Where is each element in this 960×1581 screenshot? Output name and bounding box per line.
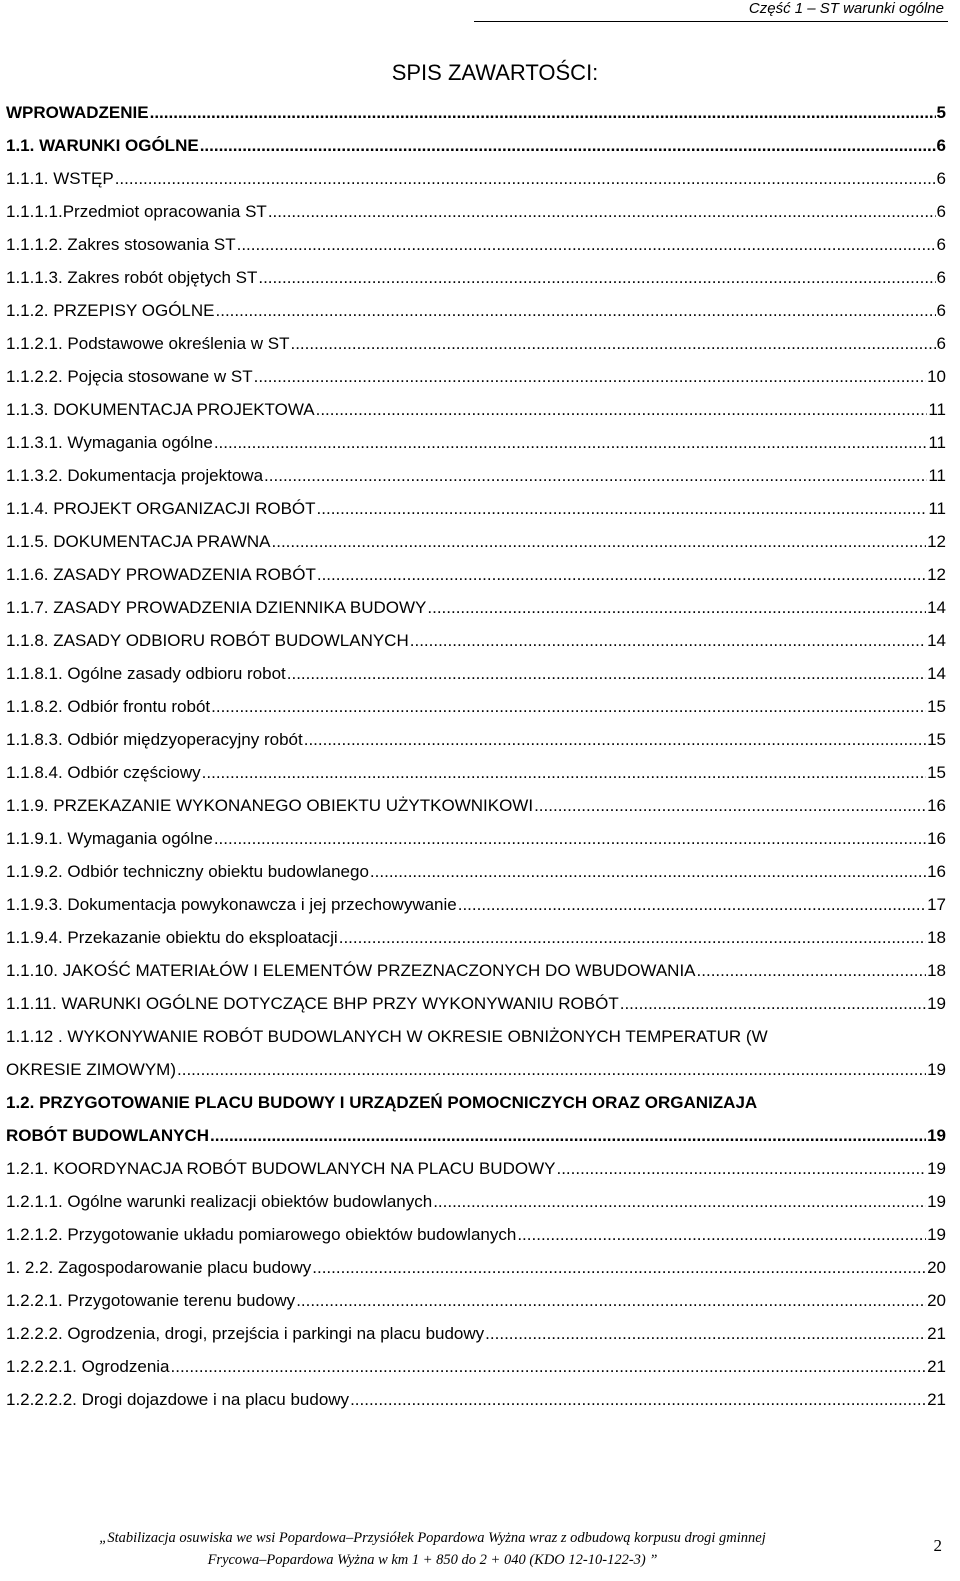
toc-entry[interactable] xyxy=(6,162,946,195)
toc-entry-text: 1.1.2.1. Podstawowe określenia w ST xyxy=(6,334,290,353)
toc-entry-text: 1.2.2.2.1. Ogrodzenia xyxy=(6,1357,170,1376)
toc-entry-page: 15 xyxy=(927,697,946,716)
toc-entry-text: 1.1. WARUNKI OGÓLNE xyxy=(6,136,199,155)
toc-entry-page: 11 xyxy=(928,499,946,518)
toc-leader-dots xyxy=(517,1218,926,1251)
toc-entry-page: 21 xyxy=(927,1357,946,1376)
toc-entry[interactable] xyxy=(6,987,946,1020)
toc-leader-dots xyxy=(258,261,935,294)
toc-entry[interactable] xyxy=(6,261,946,294)
toc-entry-page: 15 xyxy=(927,763,946,782)
toc-entry-text: WPROWADZENIE xyxy=(6,103,149,122)
toc-leader-dots xyxy=(350,1383,926,1416)
footer-line1-text: „Stabilizacja osuwiska we wsi Popardowa–Przysiółek Popardowa Wyżna wraz z odbudową korpusu drogi gminnej xyxy=(99,1530,766,1546)
toc-entry-page: 6 xyxy=(936,169,946,188)
toc-entry[interactable] xyxy=(6,558,946,591)
toc-entry-text: 1.1.11. WARUNKI OGÓLNE DOTYCZĄCE BHP PRZY WYKONYWANIU ROBÓT xyxy=(6,994,619,1013)
toc-entry-bold-wrapped-line1[interactable]: 1.2. PRZYGOTOWANIE PLACU BUDOWY I URZĄDZEŃ POMOCNICZYCH ORAZ ORGANIZAJA xyxy=(6,1093,758,1112)
toc-entry-page: 19 xyxy=(927,1192,946,1211)
toc-title xyxy=(0,60,960,86)
page-header xyxy=(0,0,960,22)
toc-leader-dots xyxy=(410,624,926,657)
toc-entry[interactable] xyxy=(6,426,946,459)
toc-entry[interactable] xyxy=(6,492,946,525)
toc-entry[interactable] xyxy=(6,756,946,789)
footer-line2 xyxy=(0,1550,960,1570)
toc-entry-page: 16 xyxy=(927,796,946,815)
header-rule xyxy=(474,21,948,22)
toc-leader-dots xyxy=(150,96,936,129)
toc-title-text: SPIS ZAWARTOŚCI: xyxy=(391,60,599,85)
toc-leader-dots xyxy=(268,195,936,228)
toc-entry-text: 1.1.8. ZASADY ODBIORU ROBÓT BUDOWLANYCH xyxy=(6,631,409,650)
toc-entries-part2 xyxy=(6,1152,946,1416)
toc-entry[interactable] xyxy=(6,1383,946,1416)
toc-leader-dots xyxy=(697,954,927,987)
toc-entry[interactable] xyxy=(6,822,946,855)
toc-leader-dots xyxy=(485,1317,926,1350)
toc-leader-dots xyxy=(620,987,926,1020)
toc-entry-text: 1.1.6. ZASADY PROWADZENIA ROBÓT xyxy=(6,565,316,584)
toc-entry-text: 1.2.1. KOORDYNACJA ROBÓT BUDOWLANYCH NA PLACU BUDOWY xyxy=(6,1159,556,1178)
toc-entry-page: 15 xyxy=(927,730,946,749)
toc-entry-page: 16 xyxy=(927,829,946,848)
toc-entry-page: 14 xyxy=(927,664,946,683)
toc-entry-text: 1.1.1.1.Przedmiot opracowania ST xyxy=(6,202,267,221)
toc-entry[interactable] xyxy=(6,921,946,954)
toc-entry-bold-wrapped-line2[interactable] xyxy=(6,1119,946,1152)
toc-entry-page: 18 xyxy=(927,961,946,980)
toc-entry-page: 5 xyxy=(936,103,946,122)
toc-entry-page: 6 xyxy=(936,334,946,353)
toc-leader-dots xyxy=(202,756,926,789)
toc-entry-text: 1.1.9.2. Odbiór techniczny obiektu budowlanego xyxy=(6,862,369,881)
toc-leader-dots xyxy=(316,393,928,426)
toc-entry-text: ROBÓT BUDOWLANYCH xyxy=(6,1126,210,1145)
toc-leader-dots xyxy=(317,492,928,525)
toc-entry[interactable] xyxy=(6,954,946,987)
page-footer xyxy=(0,1528,960,1581)
toc-leader-dots xyxy=(210,1119,926,1152)
toc-entry-text: 1.1.8.4. Odbiór częściowy xyxy=(6,763,201,782)
toc-entry-wrapped-line2[interactable] xyxy=(6,1053,946,1086)
toc-leader-dots xyxy=(237,228,936,261)
toc-leader-dots xyxy=(339,921,926,954)
toc-leader-dots xyxy=(317,558,926,591)
toc-entry-page: 19 xyxy=(927,1225,946,1244)
toc-entry[interactable] xyxy=(6,789,946,822)
toc-entry-text: 1.1.8.3. Odbiór międzyoperacyjny robót xyxy=(6,730,303,749)
toc-entry-page: 18 xyxy=(927,928,946,947)
toc-entry-page: 19 xyxy=(927,1126,946,1145)
toc-entry-page: 21 xyxy=(927,1324,946,1343)
toc-entry[interactable] xyxy=(6,228,946,261)
toc-entry-text: 1.1.9.1. Wymagania ogólne xyxy=(6,829,213,848)
toc-entry[interactable] xyxy=(6,657,946,690)
toc-entry-page: 12 xyxy=(927,565,946,584)
page-number: 2 xyxy=(933,1536,942,1555)
toc-entry[interactable] xyxy=(6,591,946,624)
toc-entry[interactable] xyxy=(6,327,946,360)
toc-entry-text: 1.1.3.1. Wymagania ogólne xyxy=(6,433,213,452)
toc-entry-page: 19 xyxy=(927,1159,946,1178)
toc-entry[interactable] xyxy=(6,129,946,162)
toc-entry[interactable] xyxy=(6,459,946,492)
toc-entry-wrapped-line1[interactable]: 1.1.12 . WYKONYWANIE ROBÓT BUDOWLANYCH W OKRESIE OBNIŻONYCH TEMPERATUR (W xyxy=(6,1027,768,1046)
toc-entry-text: 1.1.1. WSTĘP xyxy=(6,169,114,188)
toc-leader-dots xyxy=(287,657,926,690)
footer-line1 xyxy=(0,1528,960,1548)
toc-entry[interactable] xyxy=(6,888,946,921)
toc-entry[interactable] xyxy=(6,1251,946,1284)
toc-entry-page: 6 xyxy=(936,301,946,320)
toc-entry-text: 1.1.9. PRZEKAZANIE WYKONANEGO OBIEKTU UŻYTKOWNIKOWI xyxy=(6,796,534,815)
toc-entry-page: 14 xyxy=(927,598,946,617)
toc-entry-page: 6 xyxy=(936,136,946,155)
toc-entry[interactable] xyxy=(6,393,946,426)
toc-leader-dots xyxy=(427,591,926,624)
toc-entry[interactable] xyxy=(6,1317,946,1350)
toc-entry[interactable] xyxy=(6,723,946,756)
toc-entry-text: 1.1.9.3. Dokumentacja powykonawcza i jej przechowywanie xyxy=(6,895,457,914)
toc-leader-dots xyxy=(296,1284,926,1317)
toc-entry-page: 19 xyxy=(927,994,946,1013)
footer-line2-text: Frycowa–Popardowa Wyżna w km 1 + 850 do 2 + 040 (KDO 12-10-122-3) ” xyxy=(207,1552,658,1568)
toc-entry-page: 17 xyxy=(927,895,946,914)
toc-entry-text: 1.1.9.4. Przekazanie obiektu do eksploatacji xyxy=(6,928,338,947)
toc-entry-page: 6 xyxy=(936,268,946,287)
toc-entry-text: 1.1.4. PROJEKT ORGANIZACJI ROBÓT xyxy=(6,499,316,518)
toc-entry-page: 21 xyxy=(927,1390,946,1409)
toc-entry[interactable] xyxy=(6,624,946,657)
toc-leader-dots xyxy=(556,1152,926,1185)
toc-entry-page: 6 xyxy=(936,235,946,254)
toc-leader-dots xyxy=(264,459,927,492)
toc-leader-dots xyxy=(177,1053,926,1086)
toc-entries-part1 xyxy=(6,96,946,1020)
toc-entry-page: 11 xyxy=(928,400,946,419)
toc-entry[interactable] xyxy=(6,294,946,327)
toc-leader-dots xyxy=(211,690,926,723)
toc-leader-dots xyxy=(115,162,936,195)
toc-leader-dots xyxy=(214,426,928,459)
toc-entry-text: 1.1.5. DOKUMENTACJA PRAWNA xyxy=(6,532,271,551)
toc-entry[interactable] xyxy=(6,360,946,393)
toc-entry-text: 1.1.3. DOKUMENTACJA PROJEKTOWA xyxy=(6,400,315,419)
toc-leader-dots xyxy=(216,294,936,327)
toc-entry-text: 1.2.1.1. Ogólne warunki realizacji obiektów budowlanych xyxy=(6,1192,433,1211)
toc-leader-dots xyxy=(290,327,935,360)
toc-entry[interactable] xyxy=(6,525,946,558)
toc-entry-text: 1.1.2.2. Pojęcia stosowane w ST xyxy=(6,367,253,386)
toc-leader-dots xyxy=(458,888,926,921)
toc-leader-dots xyxy=(304,723,926,756)
toc-entry-text: 1.1.2. PRZEPISY OGÓLNE xyxy=(6,301,215,320)
toc-entry-page: 16 xyxy=(927,862,946,881)
toc-leader-dots xyxy=(272,525,927,558)
toc-leader-dots xyxy=(200,129,936,162)
toc-entry-text: 1.1.8.2. Odbiór frontu robót xyxy=(6,697,211,716)
toc-entry-page: 10 xyxy=(927,367,946,386)
toc-entry-page: 11 xyxy=(928,466,946,485)
toc-leader-dots xyxy=(534,789,926,822)
toc-entry-page: 14 xyxy=(927,631,946,650)
toc-entry[interactable] xyxy=(6,96,946,129)
toc-leader-dots xyxy=(214,822,926,855)
toc-entry-text: 1.2.2.1. Przygotowanie terenu budowy xyxy=(6,1291,296,1310)
toc-entry-page: 6 xyxy=(936,202,946,221)
toc-entry[interactable] xyxy=(6,195,946,228)
toc-entry-text: 1.1.8.1. Ogólne zasady odbioru robot xyxy=(6,664,286,683)
toc-entry-page: 11 xyxy=(928,433,946,452)
toc-entry-page: 20 xyxy=(927,1291,946,1310)
header-title: Część 1 – ST warunki ogólne xyxy=(748,0,944,17)
toc-entry-text: 1.2.2.2.2. Drogi dojazdowe i na placu budowy xyxy=(6,1390,350,1409)
toc-entry-text: 1.1.1.2. Zakres stosowania ST xyxy=(6,235,236,254)
toc-leader-dots xyxy=(171,1350,927,1383)
toc-leader-dots xyxy=(433,1185,926,1218)
toc-leader-dots xyxy=(312,1251,926,1284)
toc-entry[interactable] xyxy=(6,1185,946,1218)
toc-entry-text: 1.1.1.3. Zakres robót objętych ST xyxy=(6,268,258,287)
toc-entry-page: 19 xyxy=(927,1060,946,1079)
toc-leader-dots xyxy=(370,855,926,888)
toc-entry-text: 1. 2.2. Zagospodarowanie placu budowy xyxy=(6,1258,312,1277)
toc-entry-text: OKRESIE ZIMOWYM) xyxy=(6,1060,176,1079)
toc-entry-page: 20 xyxy=(927,1258,946,1277)
toc-entry[interactable] xyxy=(6,1284,946,1317)
toc-entry[interactable] xyxy=(6,1350,946,1383)
toc-entry-text: 1.1.10. JAKOŚĆ MATERIAŁÓW I ELEMENTÓW PRZEZNACZONYCH DO WBUDOWANIA xyxy=(6,961,696,980)
toc-entry-text: 1.2.1.2. Przygotowanie układu pomiarowego obiektów budowlanych xyxy=(6,1225,517,1244)
toc-entry-text: 1.2.2.2. Ogrodzenia, drogi, przejścia i parkingi na placu budowy xyxy=(6,1324,485,1343)
toc-entry[interactable] xyxy=(6,1218,946,1251)
toc-entry-text: 1.1.7. ZASADY PROWADZENIA DZIENNIKA BUDOWY xyxy=(6,598,427,617)
table-of-contents xyxy=(6,96,946,1416)
toc-entry-page: 12 xyxy=(927,532,946,551)
toc-entry[interactable] xyxy=(6,855,946,888)
toc-entry-text: 1.1.3.2. Dokumentacja projektowa xyxy=(6,466,264,485)
toc-leader-dots xyxy=(254,360,926,393)
toc-entry[interactable] xyxy=(6,690,946,723)
toc-entry[interactable] xyxy=(6,1152,946,1185)
